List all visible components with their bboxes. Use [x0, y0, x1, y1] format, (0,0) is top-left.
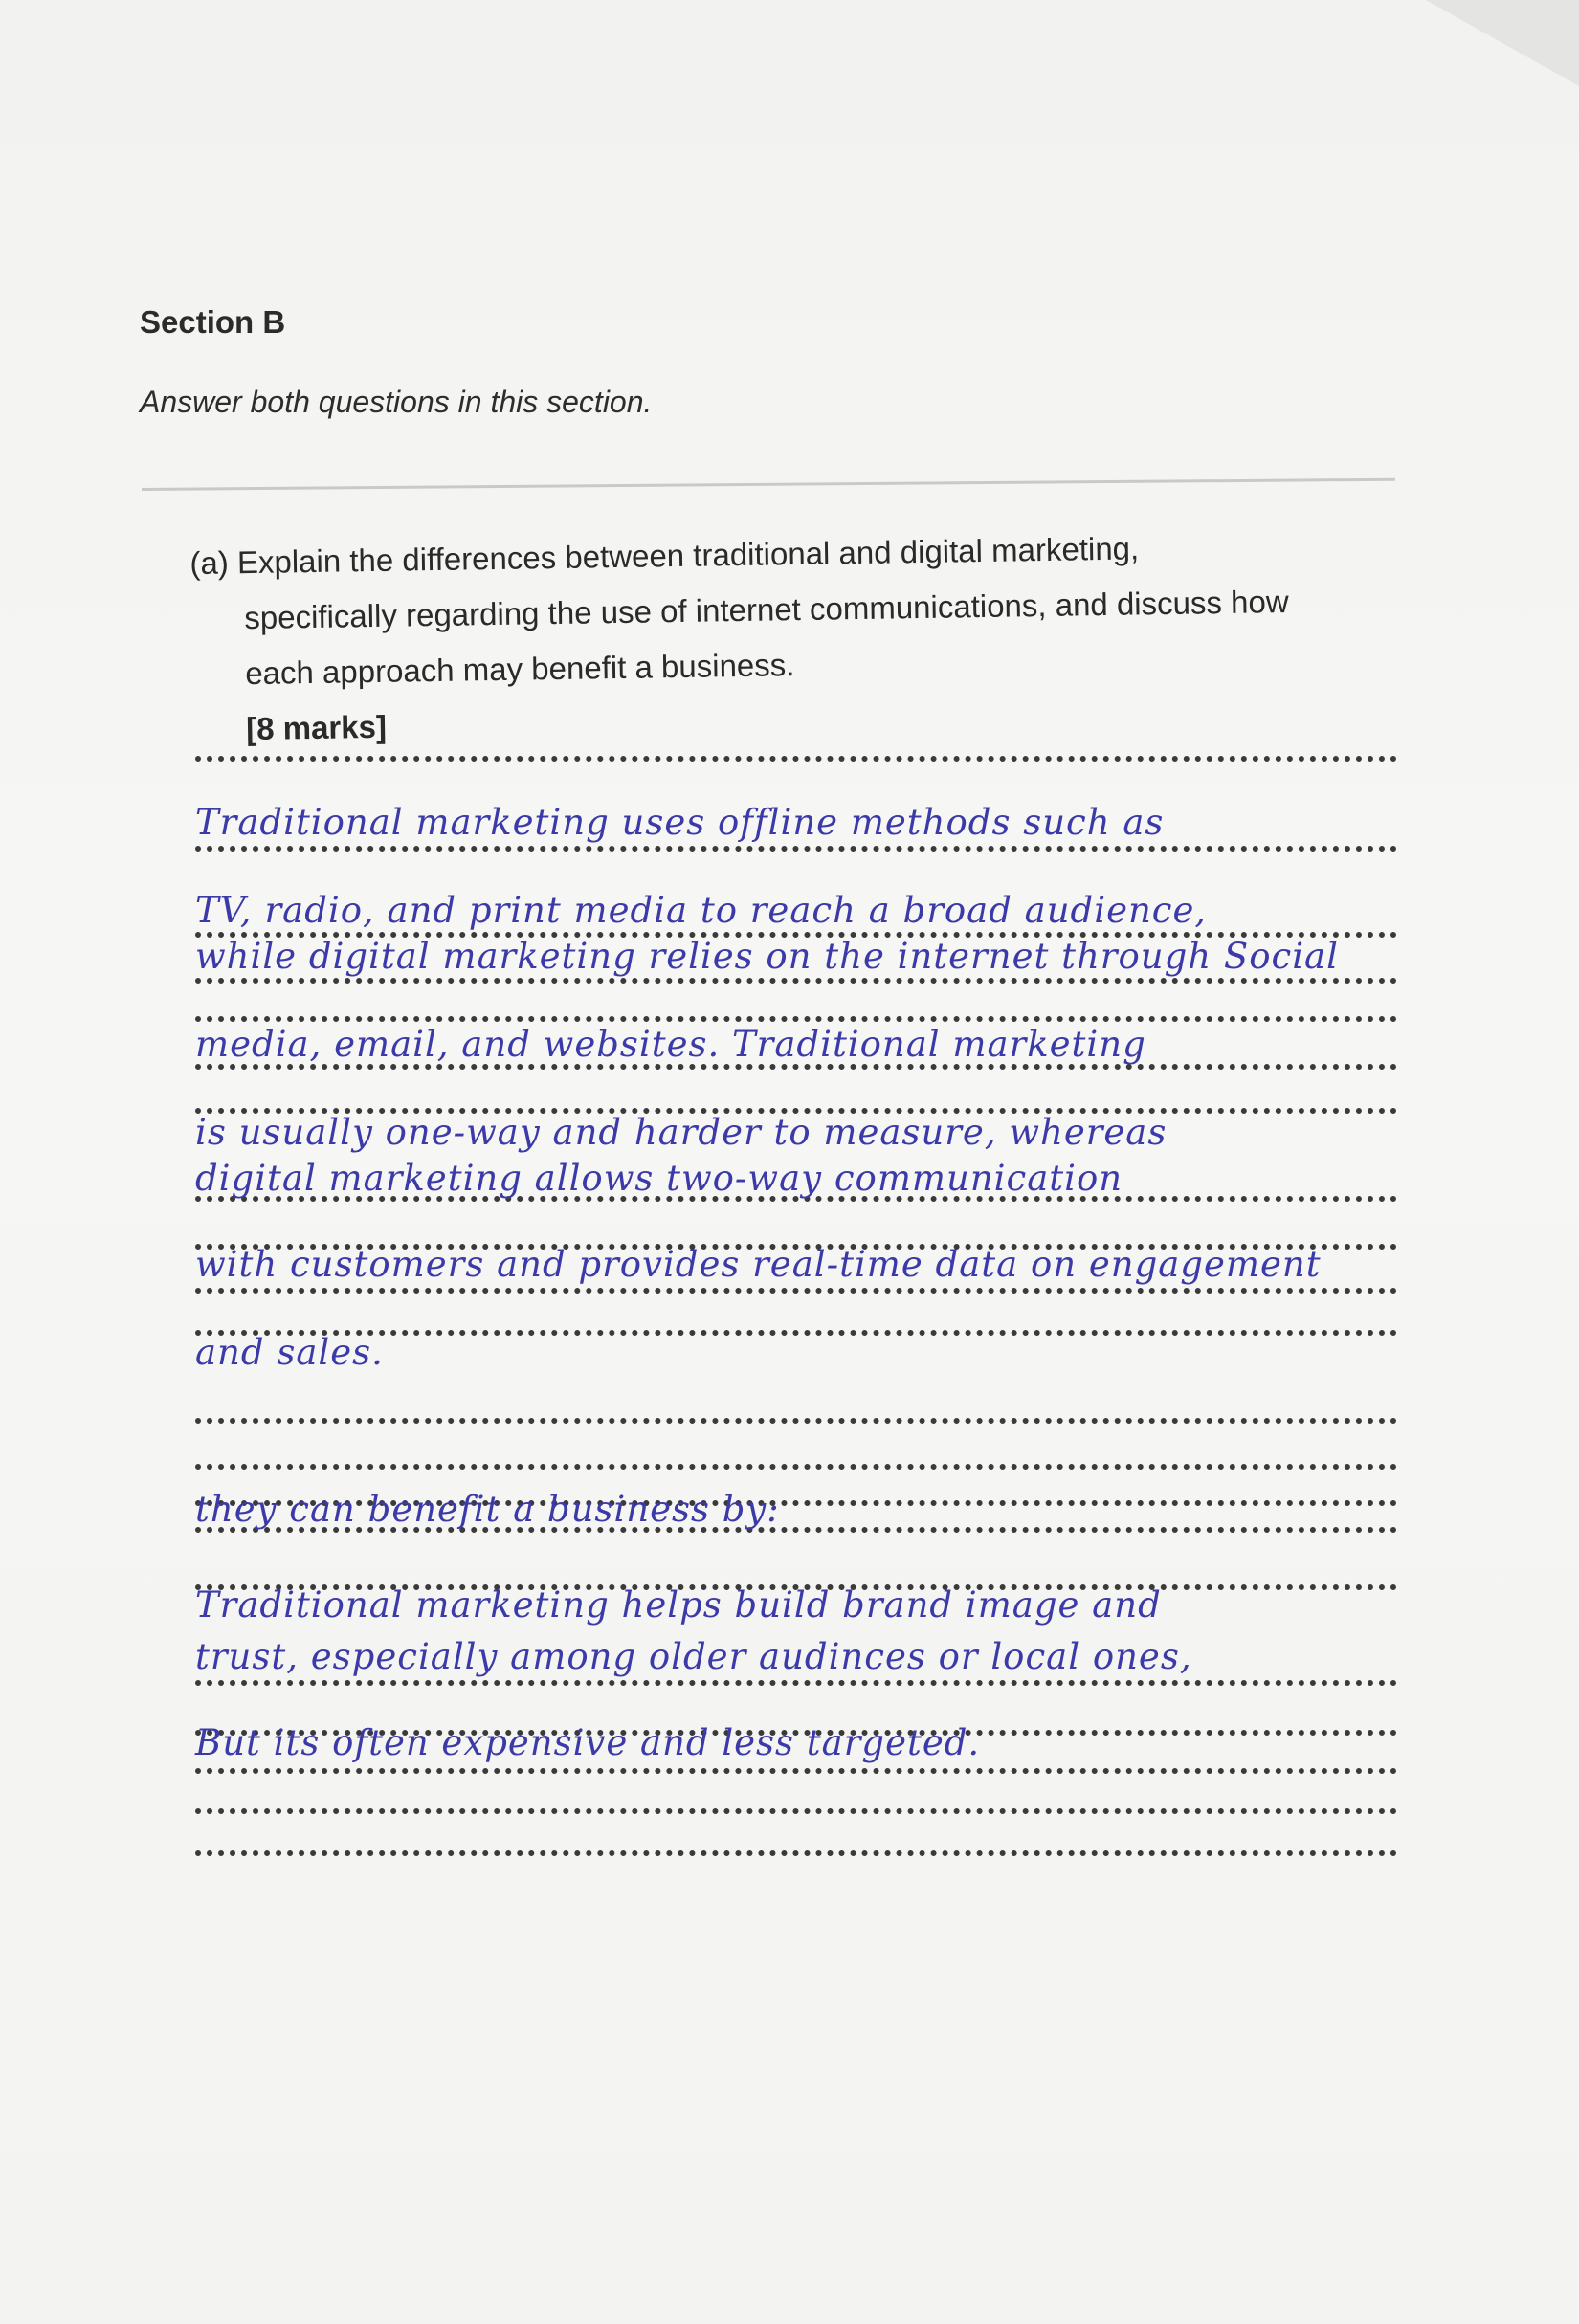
marks-label: [8 marks] [245, 708, 388, 747]
handwritten-line: media, email, and websites. Traditional marketing [195, 1024, 1146, 1065]
page-corner-shadow [1426, 0, 1579, 86]
dotted-answer-line [195, 846, 1397, 852]
handwritten-line: But its often expensive and less targeted. [195, 1722, 981, 1763]
dotted-answer-line [195, 756, 1397, 762]
handwritten-line: with customers and provides real-time data on engagement [195, 1244, 1322, 1285]
dotted-answer-line [195, 978, 1397, 984]
handwritten-line: digital marketing allows two-way communication [195, 1158, 1123, 1199]
question-text-line: each approach may benefit a business. [244, 647, 795, 692]
handwritten-line: TV, radio, and print media to reach a broad audience, [195, 890, 1208, 931]
dotted-answer-line [195, 1808, 1397, 1814]
section-instruction: Answer both questions in this section. [140, 385, 653, 419]
dotted-answer-line [195, 1850, 1397, 1856]
handwritten-line: while digital marketing relies on the internet through Social [195, 936, 1339, 977]
handwritten-line: Traditional marketing helps build brand image and [195, 1584, 1162, 1626]
dotted-answer-line [195, 1418, 1397, 1424]
section-title: Section B [140, 304, 286, 340]
dotted-answer-line [195, 1768, 1397, 1774]
handwritten-line: Traditional marketing uses offline methods such as [195, 802, 1165, 843]
dotted-answer-line [195, 1016, 1397, 1022]
question-text-line: (a) Explain the differences between traditional and digital marketing, [189, 530, 1140, 581]
handwritten-line: trust, especially among older audinces or local ones, [195, 1636, 1192, 1677]
dotted-answer-line [195, 1464, 1397, 1470]
dotted-answer-line [195, 1680, 1397, 1686]
question-a [189, 517, 1398, 758]
handwritten-line: is usually one-way and harder to measure, whereas [195, 1112, 1168, 1153]
handwritten-line: they can benefit a business by: [195, 1489, 780, 1530]
dotted-answer-line [195, 1288, 1397, 1294]
handwritten-line: and sales. [195, 1332, 384, 1373]
section-divider [142, 478, 1395, 491]
question-text-line: specifically regarding the use of internet communications, and discuss how [244, 583, 1289, 636]
